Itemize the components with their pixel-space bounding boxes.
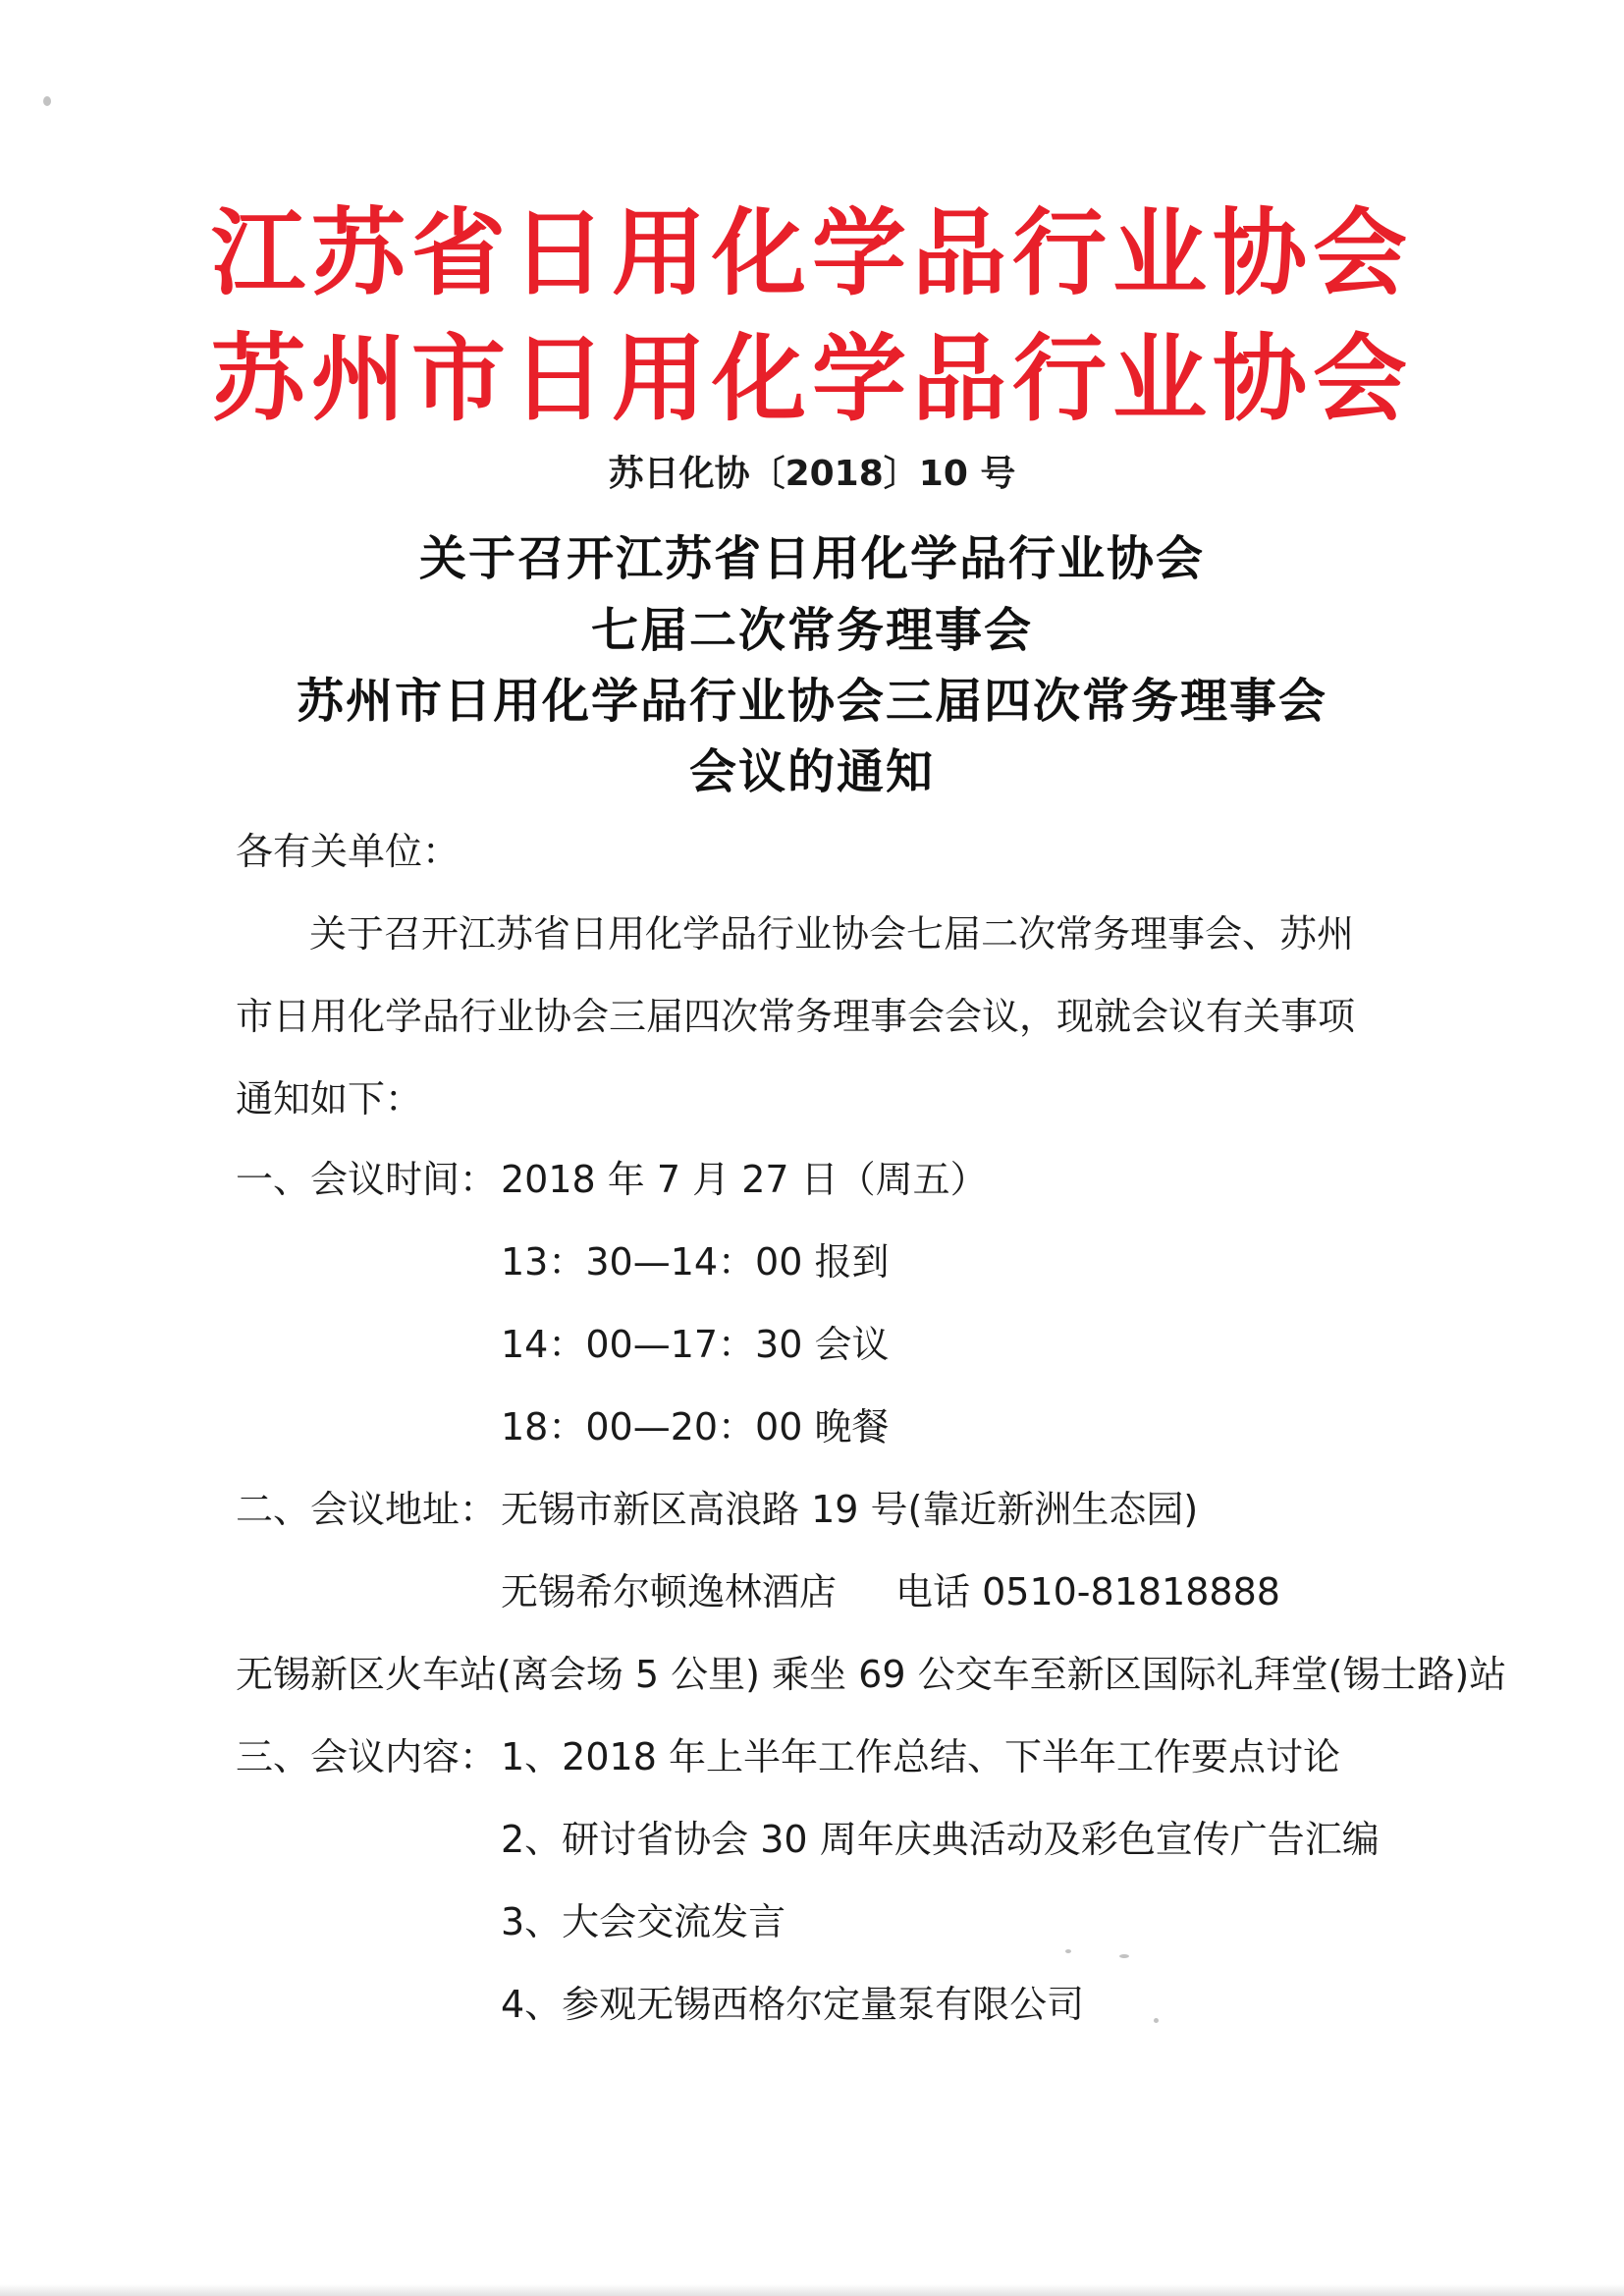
- meeting-content-label: 三、会议内容：: [236, 1735, 498, 1778]
- intro-paragraph-line-2: 市日用化学品行业协会三届四次常务理事会会议，现就会议有关事项: [236, 995, 1356, 1038]
- hotel-info: [501, 1570, 1280, 1613]
- content-item: 2、研讨省协会 30 周年庆典活动及彩色宣传广告汇编: [501, 1818, 1380, 1861]
- scan-speck: [1154, 2018, 1159, 2023]
- intro-paragraph-line-1: 关于召开江苏省日用化学品行业协会七届二次常务理事会、苏州: [309, 912, 1355, 956]
- schedule-item: 14：00—17：30 会议: [501, 1323, 890, 1366]
- notice-title-line-3: 苏州市日用化学品行业协会三届四次常务理事会: [296, 674, 1327, 729]
- document-number: 苏日化协〔2018〕10 号: [608, 454, 1016, 494]
- hotel-phone: 电话 0510-81818888: [895, 1570, 1280, 1613]
- transport-info: 无锡新区火车站(离会场 5 公里) 乘坐 69 公交车至新区国际礼拜堂(锡士路)站: [236, 1653, 1507, 1696]
- scan-speck: [1065, 1949, 1071, 1953]
- schedule-item: 18：00—20：00 晚餐: [501, 1405, 890, 1449]
- meeting-time-label: 一、会议时间：: [236, 1158, 498, 1201]
- notice-title-line-4: 会议的通知: [688, 744, 935, 799]
- meeting-address: 无锡市新区高浪路 19 号(靠近新洲生态园): [501, 1488, 1199, 1531]
- scan-speck: [43, 96, 51, 106]
- scan-bottom-edge: [0, 2284, 1624, 2296]
- salutation: 各有关单位：: [236, 830, 460, 873]
- content-item: 1、2018 年上半年工作总结、下半年工作要点讨论: [501, 1735, 1340, 1778]
- hotel-name: 无锡希尔顿逸林酒店: [501, 1570, 838, 1613]
- meeting-address-label: 二、会议地址：: [236, 1488, 498, 1531]
- schedule-item: 13：30—14：00 报到: [501, 1240, 890, 1284]
- meeting-date: 2018 年 7 月 27 日（周五）: [501, 1158, 988, 1201]
- content-item: 4、参观无锡西格尔定量泵有限公司: [501, 1983, 1085, 2026]
- org-name-suzhou: 苏州市日用化学品行业协会: [211, 324, 1413, 434]
- scan-speck: [1119, 1954, 1129, 1958]
- notice-title-line-1: 关于召开江苏省日用化学品行业协会: [418, 531, 1205, 586]
- org-name-jiangsu: 江苏省日用化学品行业协会: [211, 198, 1413, 308]
- intro-paragraph-line-3: 通知如下：: [236, 1077, 423, 1121]
- notice-title-line-2: 七届二次常务理事会: [590, 603, 1033, 658]
- content-item: 3、大会交流发言: [501, 1900, 786, 1943]
